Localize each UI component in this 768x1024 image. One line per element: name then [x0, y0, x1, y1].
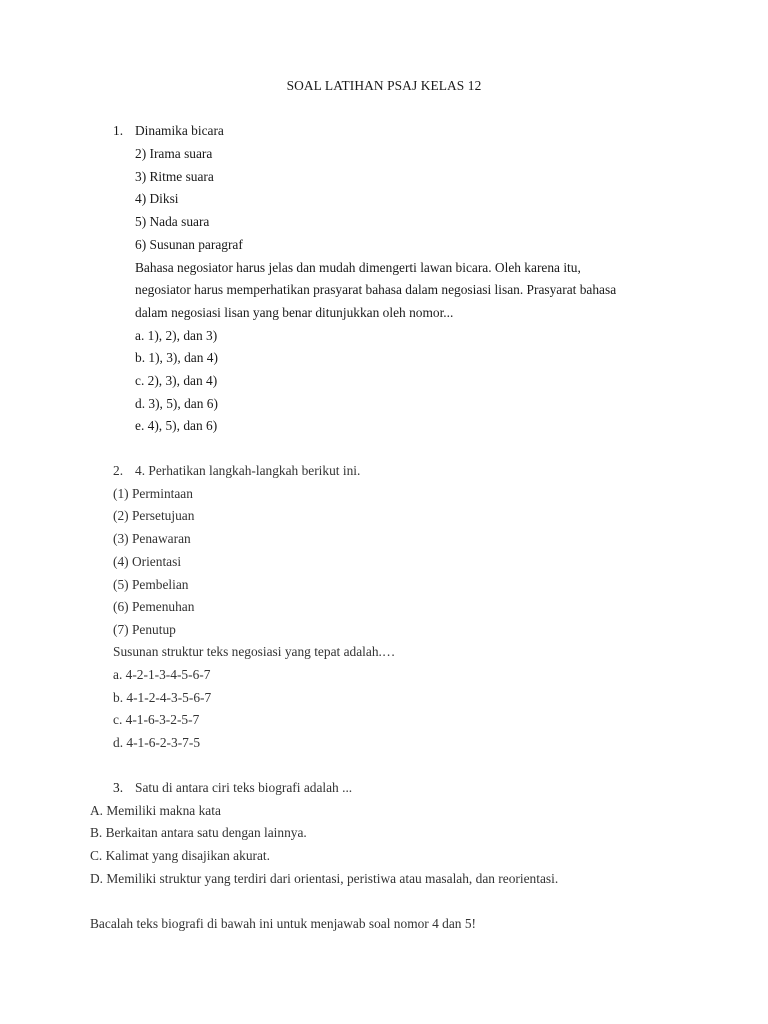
q2-heading: 4. Perhatikan langkah-langkah berikut ini.	[135, 463, 361, 478]
q1-question-line: dalam negosiasi lisan yang benar ditunjukkan oleh nomor...	[135, 305, 454, 320]
q3-option: A. Memiliki makna kata	[90, 803, 221, 818]
q1-item: Dinamika bicara	[135, 123, 224, 138]
q1-item: 3) Ritme suara	[135, 169, 214, 184]
q2-option: a. 4-2-1-3-4-5-6-7	[113, 667, 211, 682]
q2-option: b. 4-1-2-4-3-5-6-7	[113, 690, 212, 705]
q2-item: (3) Penawaran	[113, 531, 191, 546]
q2-item: (4) Orientasi	[113, 554, 182, 569]
q3-option: D. Memiliki struktur yang terdiri dari orientasi, peristiwa atau masalah, dan reorientasi.	[90, 871, 559, 886]
q2-item: (5) Pembelian	[113, 577, 189, 592]
q1-option: b. 1), 3), dan 4)	[135, 350, 218, 365]
q3-number: 3.	[113, 780, 124, 795]
q3-option: C. Kalimat yang disajikan akurat.	[90, 848, 270, 863]
reading-instruction: Bacalah teks biografi di bawah ini untuk menjawab soal nomor 4 dan 5!	[90, 916, 476, 931]
q3-option: B. Berkaitan antara satu dengan lainnya.	[90, 825, 307, 840]
q1-item: 5) Nada suara	[135, 214, 210, 229]
q1-item: 6) Susunan paragraf	[135, 237, 243, 252]
q2-item: (2) Persetujuan	[113, 508, 195, 523]
q2-item: (6) Pemenuhan	[113, 599, 195, 614]
q3-heading: Satu di antara ciri teks biografi adalah ...	[135, 780, 353, 795]
q2-question: Susunan struktur teks negosiasi yang tepat adalah.…	[113, 644, 396, 659]
q1-option: d. 3), 5), dan 6)	[135, 396, 218, 411]
q1-option: c. 2), 3), dan 4)	[135, 373, 218, 388]
page-title: SOAL LATIHAN PSAJ KELAS 12	[286, 78, 482, 93]
q1-item: 4) Diksi	[135, 191, 179, 206]
q2-item: (1) Permintaan	[113, 486, 193, 501]
q1-question-line: negosiator harus memperhatikan prasyarat bahasa dalam negosiasi lisan. Prasyarat bahasa	[135, 282, 617, 297]
q1-item: 2) Irama suara	[135, 146, 213, 161]
q1-option: e. 4), 5), dan 6)	[135, 418, 218, 433]
q2-option: d. 4-1-6-2-3-7-5	[113, 735, 201, 750]
q2-item: (7) Penutup	[113, 622, 176, 637]
q2-option: c. 4-1-6-3-2-5-7	[113, 712, 200, 727]
q1-option: a. 1), 2), dan 3)	[135, 328, 218, 343]
q2-number: 2.	[113, 463, 124, 478]
q1-number: 1.	[113, 123, 124, 138]
q1-question-line: Bahasa negosiator harus jelas dan mudah dimengerti lawan bicara. Oleh karena itu,	[135, 260, 581, 275]
